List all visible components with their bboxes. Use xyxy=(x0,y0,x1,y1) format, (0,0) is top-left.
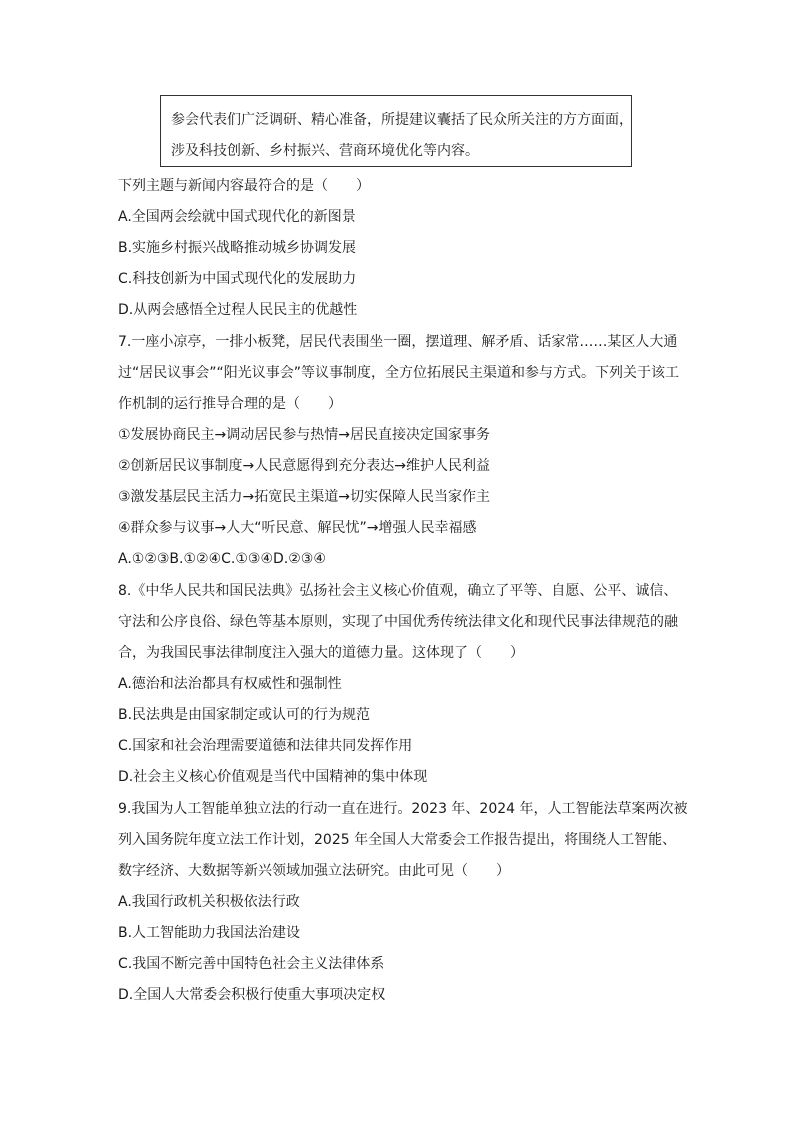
question-8-stem-line: 合，为我国民事法律制度注入强大的道德力量。这体现了（ ） xyxy=(118,645,524,661)
question-6-stem: 下列主题与新闻内容最符合的是（ ） xyxy=(118,178,370,194)
question-6-option-a: A.全国两会绘就中国式现代化的新图景 xyxy=(118,209,356,225)
question-9-option-a: A.我国行政机关积极依法行政 xyxy=(118,894,300,910)
question-8-option-b: B.民法典是由国家制定或认可的行为规范 xyxy=(118,707,371,723)
question-6-option-b: B.实施乡村振兴战略推动城乡协调发展 xyxy=(118,240,357,256)
question-7-item-4: ④群众参与议事→人大“听民意、解民忧”→增强人民幸福感 xyxy=(118,520,477,536)
question-9-stem-line: 数字经济、大数据等新兴领域加强立法研究。由此可见（ ） xyxy=(118,863,510,879)
question-6-option-c: C.科技创新为中国式现代化的发展助力 xyxy=(118,271,357,287)
question-9-option-c: C.我国不断完善中国特色社会主义法律体系 xyxy=(118,956,385,972)
question-6-option-d: D.从两会感悟全过程人民民主的优越性 xyxy=(118,302,358,318)
question-8-option-c: C.国家和社会治理需要道德和法律共同发挥作用 xyxy=(118,738,413,754)
news-quote-box xyxy=(160,95,632,167)
question-7-stem-line: 过“居民议事会”“阳光议事会”等议事制度，全方位拓展民主渠道和参与方式。下列关于该工 xyxy=(118,365,680,381)
question-9-option-d: D.全国人大常委会积极行使重大事项决定权 xyxy=(118,987,386,1003)
question-8-stem-line: 守法和公序良俗、绿色等基本原则，实现了中国优秀传统法律文化和现代民事法律规范的融 xyxy=(118,614,678,630)
question-9-stem-line: 列入国务院年度立法工作计划，2025 年全国人大常委会工作报告提出，将围绕人工智能、 xyxy=(118,832,677,848)
question-7-item-2: ②创新居民议事制度→人民意愿得到充分表达→维护人民利益 xyxy=(118,458,491,474)
question-7-item-1: ①发展协商民主→调动居民参与热情→居民直接决定国家事务 xyxy=(118,427,491,443)
question-8-option-a: A.德治和法治都具有权威性和强制性 xyxy=(118,676,342,692)
question-7-stem-line: 作机制的运行推导合理的是（ ） xyxy=(118,396,342,412)
question-8-stem-line: 8.《中华人民共和国民法典》弘扬社会主义核心价值观，确立了平等、自愿、公平、诚信、 xyxy=(118,583,678,599)
question-8-option-d: D.社会主义核心价值观是当代中国精神的集中体现 xyxy=(118,769,428,785)
question-7-answer-options: A.①②③B.①②④C.①③④D.②③④ xyxy=(118,551,326,567)
question-9-stem-line: 9.我国为人工智能单独立法的行动一直在进行。2023 年、2024 年，人工智能法草案两次被 xyxy=(118,801,688,817)
question-9-option-b: B.人工智能助力我国法治建设 xyxy=(118,925,301,941)
question-7-item-3: ③激发基层民主活力→拓宽民主渠道→切实保障人民当家作主 xyxy=(118,489,491,505)
quote-line: 涉及科技创新、乡村振兴、营商环境优化等内容。 xyxy=(171,143,479,159)
question-7-stem-line: 7.一座小凉亭，一排小板凳，居民代表围坐一圈，摆道理、解矛盾、话家常……某区人大通 xyxy=(118,334,678,350)
quote-line: 参会代表们广泛调研、精心准备，所提建议囊括了民众所关注的方方面面， xyxy=(171,112,633,128)
